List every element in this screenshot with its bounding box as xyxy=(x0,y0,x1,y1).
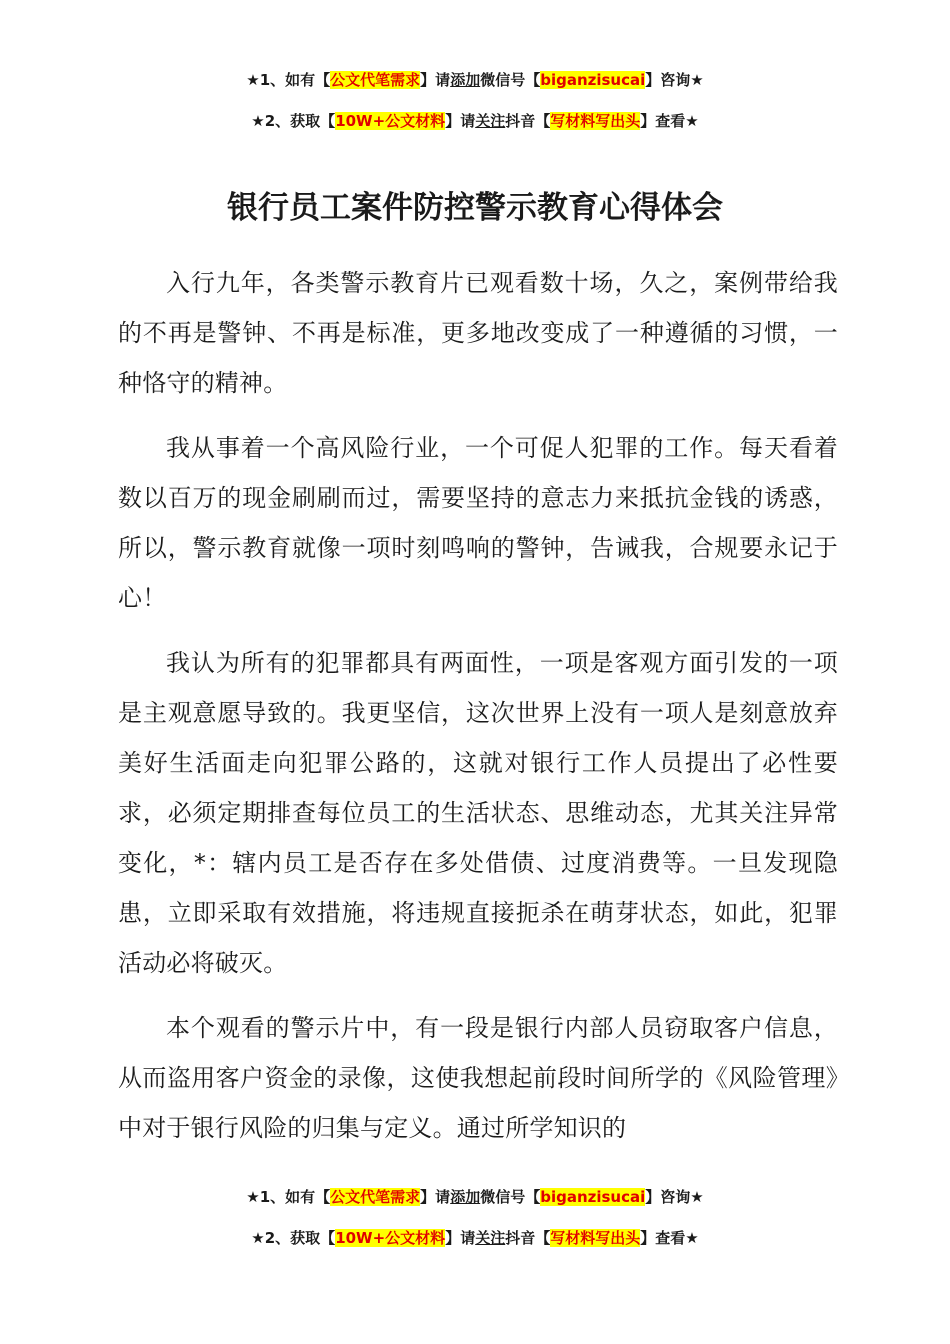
promo-text: 】请 xyxy=(445,112,476,130)
promo-text: 抖音【 xyxy=(505,1229,551,1247)
body-paragraph-1: 入行九年，各类警示教育片已观看数十场，久之，案例带给我的不再是警钟、不再是标准，更多地改变成了一种遵循的习惯，一种恪守的精神。 xyxy=(118,269,838,397)
promo-text: ★1、如有【 xyxy=(246,1188,331,1206)
footer-promo-line-2 xyxy=(0,1226,950,1250)
footer-promo-line-1 xyxy=(0,1185,950,1209)
header-promo-line-2 xyxy=(0,109,950,133)
promo-underlined: 关注 xyxy=(475,112,506,130)
promo-underlined: 添加 xyxy=(450,1188,481,1206)
promo-underlined: 关注 xyxy=(475,1229,506,1247)
promo-text: 】请 xyxy=(420,71,451,89)
promo-text: 】请 xyxy=(420,1188,451,1206)
body-paragraph-2: 我从事着一个高风险行业，一个可促人犯罪的工作。每天看着数以百万的现金刷刷而过，需要坚持的意志力来抵抗金钱的诱惑，所以，警示教育就像一项时刻鸣响的警钟，告诫我，合规要永记于心！ xyxy=(118,434,838,612)
promo-highlight: 10W+公文材料 xyxy=(335,1229,446,1247)
promo-text: 】查看★ xyxy=(640,112,699,130)
promo-text: ★2、获取【 xyxy=(251,1229,336,1247)
header-promo-line-1 xyxy=(0,68,950,92)
promo-highlight: 公文代笔需求 xyxy=(330,71,421,89)
promo-text: ★2、获取【 xyxy=(251,112,336,130)
promo-wechat-id: biganzisucai xyxy=(540,1188,646,1206)
promo-text: 】查看★ xyxy=(640,1229,699,1247)
promo-text: 】咨询★ xyxy=(645,1188,704,1206)
promo-wechat-id: biganzisucai xyxy=(540,71,646,89)
promo-text: ★1、如有【 xyxy=(246,71,331,89)
promo-highlight: 公文代笔需求 xyxy=(330,1188,421,1206)
promo-text: 微信号【 xyxy=(480,1188,541,1206)
promo-text: 抖音【 xyxy=(505,112,551,130)
promo-douyin-id: 写材料写出头 xyxy=(550,1229,641,1247)
promo-highlight: 10W+公文材料 xyxy=(335,112,446,130)
promo-text: 微信号【 xyxy=(480,71,541,89)
promo-text: 】咨询★ xyxy=(645,71,704,89)
document-title: 银行员工案件防控警示教育心得体会 xyxy=(227,190,723,226)
body-paragraph-3: 我认为所有的犯罪都具有两面性，一项是客观方面引发的一项是主观意愿导致的。我更坚信，这次世界上没有一项人是刻意放弃美好生活面走向犯罪公路的，这就对银行工作人员提出了必性要求，必须定期排查每位员工的生活状态、思维动态，尤其关注异常变化，*：辖内员工是否存在多处借债、过度消费等。一旦发现隐患，立即采取有效措施，将违规直接扼杀在萌芽状态，如此，犯罪活动必将破灭。 xyxy=(118,649,838,977)
body-paragraph-4: 本个观看的警示片中，有一段是银行内部人员窃取客户信息，从而盗用客户资金的录像，这使我想起前段时间所学的《风险管理》中对于银行风险的归集与定义。通过所学知识的 xyxy=(118,1014,838,1142)
promo-douyin-id: 写材料写出头 xyxy=(550,112,641,130)
promo-underlined: 添加 xyxy=(450,71,481,89)
promo-text: 】请 xyxy=(445,1229,476,1247)
